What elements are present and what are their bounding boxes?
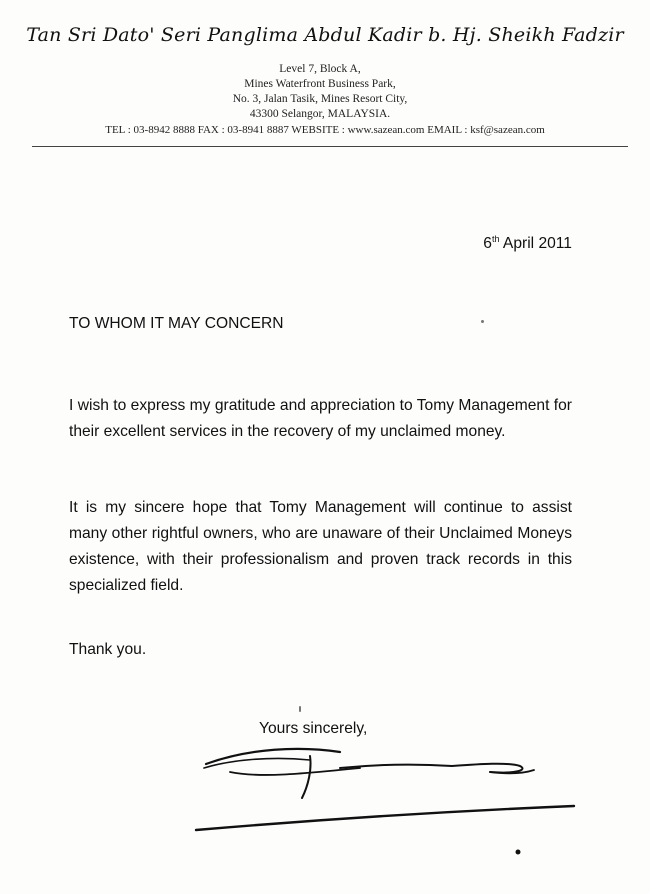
address-line: Mines Waterfront Business Park,: [244, 78, 396, 90]
address-line: 43300 Selangor, MALAYSIA.: [249, 108, 391, 120]
date-suffix: th: [491, 234, 500, 244]
closing-regards: Yours sincerely,: [259, 720, 368, 737]
letterhead-contact: TEL : 03-8942 8888 FAX : 03-8941 8887 WEBSITE : www.sazean.com EMAIL : ksf@sazean.com: [105, 124, 545, 136]
paper-speck: [481, 320, 484, 323]
address-line: Level 7, Block A,: [279, 63, 361, 75]
letter-date: [483, 234, 572, 253]
paper-speck: [299, 706, 301, 712]
header-divider: [32, 146, 628, 147]
body-paragraph-2: It is my sincere hope that Tomy Management will continue to assist many other rightful owners, who are unaware of their Unclaimed Moneys existence, with their professionalism and proven track records in this specialized field.: [69, 499, 572, 594]
body-paragraph-1: I wish to express my gratitude and appreciation to Tomy Management for their excellent services in the recovery of my unclaimed money.: [69, 397, 572, 440]
letterhead-name: Tan Sri Dato' Seri Panglima Abdul Kadir b. Hj. Sheikh Fadzir: [26, 24, 624, 46]
salutation: TO WHOM IT MAY CONCERN: [69, 315, 284, 332]
date-month-year: April 2011: [499, 235, 572, 252]
handwritten-signature: [190, 738, 580, 858]
letterhead-address: [180, 62, 460, 122]
address-line: No. 3, Jalan Tasik, Mines Resort City,: [232, 93, 408, 105]
date-day: 6: [483, 235, 492, 252]
closing-thanks: Thank you.: [69, 641, 147, 658]
